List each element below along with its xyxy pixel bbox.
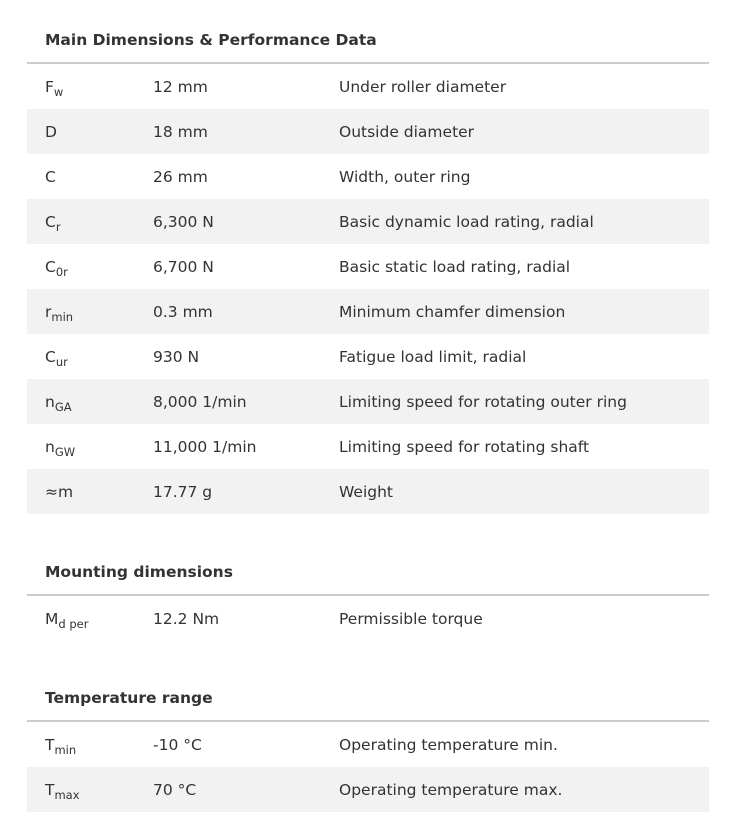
description-cell: Width, outer ring	[339, 167, 471, 186]
value-cell: 26 mm	[153, 167, 208, 186]
symbol-cell: C	[45, 167, 56, 186]
value-cell: 8,000 1/min	[153, 392, 247, 411]
description-cell: Permissible torque	[339, 609, 483, 628]
value-cell: 11,000 1/min	[153, 437, 257, 456]
symbol-cell: $C_{ur}$	[45, 347, 68, 369]
table-row	[27, 469, 709, 514]
table-row	[27, 334, 709, 379]
section-title: Main Dimensions & Performance Data	[45, 31, 377, 49]
table-row	[27, 767, 709, 812]
value-cell: 12 mm	[153, 77, 208, 96]
section-title: Temperature range	[45, 689, 213, 707]
description-cell: Operating temperature max.	[339, 780, 563, 799]
description-cell: Weight	[339, 482, 394, 501]
symbol-cell: ≈m	[45, 482, 74, 501]
symbol-cell: $n_{GW}$	[45, 437, 76, 459]
table-row	[27, 289, 709, 334]
table-row	[27, 596, 709, 641]
description-cell: Fatigue load limit, radial	[339, 347, 527, 366]
symbol-cell: $F_w$	[45, 77, 64, 99]
description-cell: Under roller diameter	[339, 77, 507, 96]
description-cell: Basic dynamic load rating, radial	[339, 212, 594, 231]
value-cell: 12.2 Nm	[153, 609, 220, 628]
value-cell: 0.3 mm	[153, 302, 213, 321]
value-cell: 17.77 g	[153, 482, 213, 501]
table-row	[27, 199, 709, 244]
value-cell: 6,700 N	[153, 257, 214, 276]
symbol-cell: $r_{min}$	[45, 302, 74, 324]
symbol-cell: $C_{0r}$	[45, 257, 68, 279]
table-row	[27, 424, 709, 469]
value-cell: 70 °C	[153, 780, 197, 799]
section-mounting-dimensions	[27, 560, 709, 641]
description-cell: Outside diameter	[339, 122, 475, 141]
value-cell: 18 mm	[153, 122, 208, 141]
description-cell: Minimum chamfer dimension	[339, 302, 566, 321]
table-row	[27, 64, 709, 109]
section-temperature-range	[27, 686, 709, 812]
description-cell: Limiting speed for rotating shaft	[339, 437, 590, 456]
symbol-cell: $n_{GA}$	[45, 392, 72, 414]
description-cell: Limiting speed for rotating outer ring	[339, 392, 627, 411]
symbol-cell: $T_{min}$	[45, 735, 77, 757]
description-cell: Operating temperature min.	[339, 735, 558, 754]
section-main-dimensions	[27, 28, 709, 514]
description-cell: Basic static load rating, radial	[339, 257, 571, 276]
symbol-cell: D	[45, 122, 57, 141]
value-cell: 930 N	[153, 347, 200, 366]
value-cell: -10 °C	[153, 735, 202, 754]
symbol-cell: $M_{d per}$	[45, 609, 89, 631]
section-title: Mounting dimensions	[45, 563, 233, 581]
symbol-cell: $T_{max}$	[45, 780, 80, 802]
table-row	[27, 379, 709, 424]
table-row	[27, 244, 709, 289]
value-cell: 6,300 N	[153, 212, 214, 231]
symbol-cell: $C_r$	[45, 212, 61, 234]
table-row	[27, 109, 709, 154]
table-row	[27, 154, 709, 199]
table-row	[27, 722, 709, 767]
